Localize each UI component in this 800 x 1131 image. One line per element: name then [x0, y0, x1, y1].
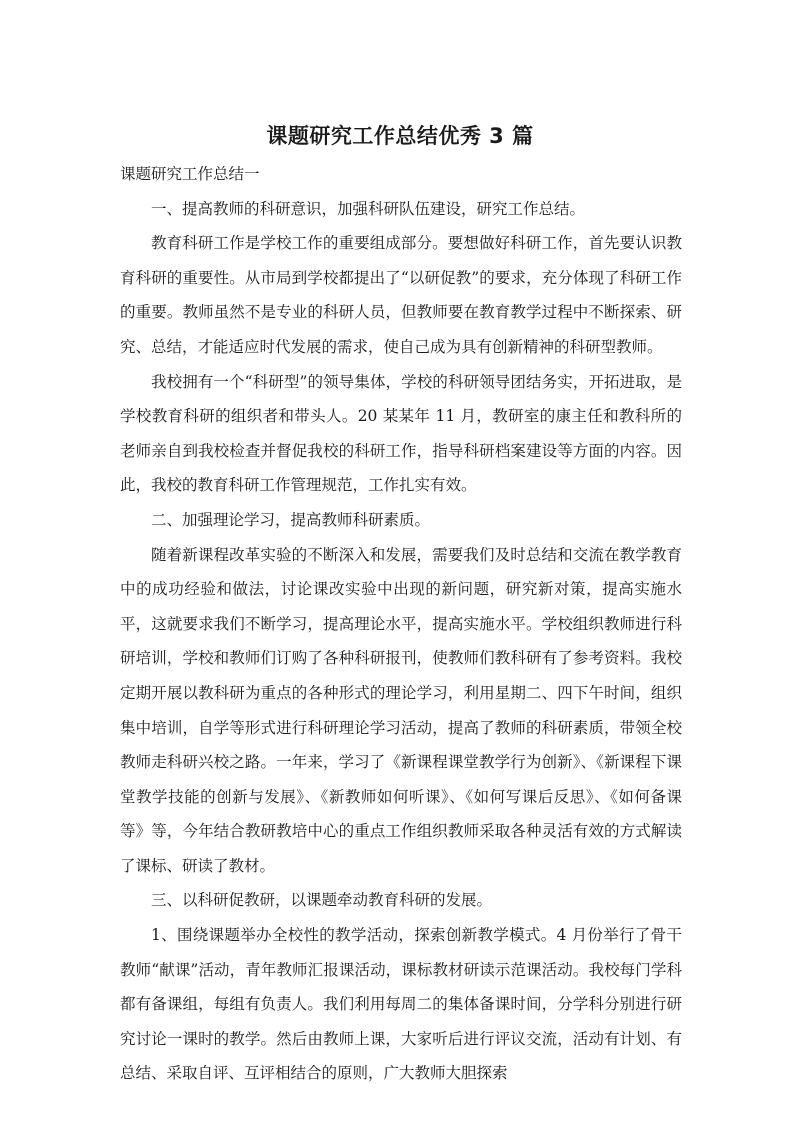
paragraph: 随着新课程改革实验的不断深入和发展，需要我们及时总结和交流在教学教育中的成功经验和做法，讨论课改实验中出现的新问题，研究新对策，提高实施水平，这就要求我们不断学习，提高理论水平，提高实施水平。学校组织教师进行科研培训，学校和教师们订购了各种科研报刊，使教师们教科研有了参考资料。我校定期开展以教科研为重点的各种形式的理论学习，利用星期二、四下午时间，组织集中培训，自学等形式进行科研理论学习活动，提高了教师的科研素质，带领全校教师走科研兴校之路。一年来，学习了《新课程课堂教学行为创新》、《新课程下课堂教学技能的创新与发展》、《新教师如何听课》、《如何写课后反思》、《如何备课等》等，今年结合教研教培中心的重点工作组织教师采取各种灵活有效的方式解读了课标、研读了教材。 — [120, 545, 682, 875]
paragraph: 我校拥有一个“科研型”的领导集体，学校的科研领导团结务实，开拓进取，是学校教育科研的组织者和带头人。20 某某年 11 月，教研室的康主任和教科所的老师亲自到我校检查并督促我校的科研工作，指导科研档案建设等方面的内容。因此，我校的教育科研工作管理规范，工作扎实有效。 — [120, 372, 682, 495]
section-heading: 课题研究工作总结一 — [120, 165, 260, 183]
document-title: 课题研究工作总结优秀 3 篇 — [266, 124, 534, 148]
paragraph: 三、以科研促教研，以课题牵动教育科研的发展。 — [151, 891, 493, 910]
document-body — [120, 157, 682, 1091]
paragraph: 1、围绕课题举办全校性的教学活动，探索创新教学模式。4 月份举行了骨干教师“献课”活动，青年教师汇报课活动，课标教材研读示范课活动。我校每门学科都有备课组，每组有负责人。我们利用每周二的集体备课时间，分学科分别进行研究讨论一课时的教学。然后由教师上课，大家听后进行评议交流，活动有计划、有总结、采取自评、互评相结合的原则，广大教师大胆探索 — [120, 926, 682, 1083]
paragraph: 一、提高教师的科研意识，加强科研队伍建设，研究工作总结。 — [151, 199, 586, 218]
paragraph: 教育科研工作是学校工作的重要组成部分。要想做好科研工作，首先要认识教育科研的重要性。从市局到学校都提出了“以研促教”的要求，充分体现了科研工作的重要。教师虽然不是专业的科研人员，但教师要在教育教学过程中不断探索、研究、总结，才能适应时代发展的需求，使自己成为具有创新精神的科研型教师。 — [120, 234, 682, 356]
paragraph: 二、加强理论学习，提高教师科研素质。 — [151, 510, 431, 529]
